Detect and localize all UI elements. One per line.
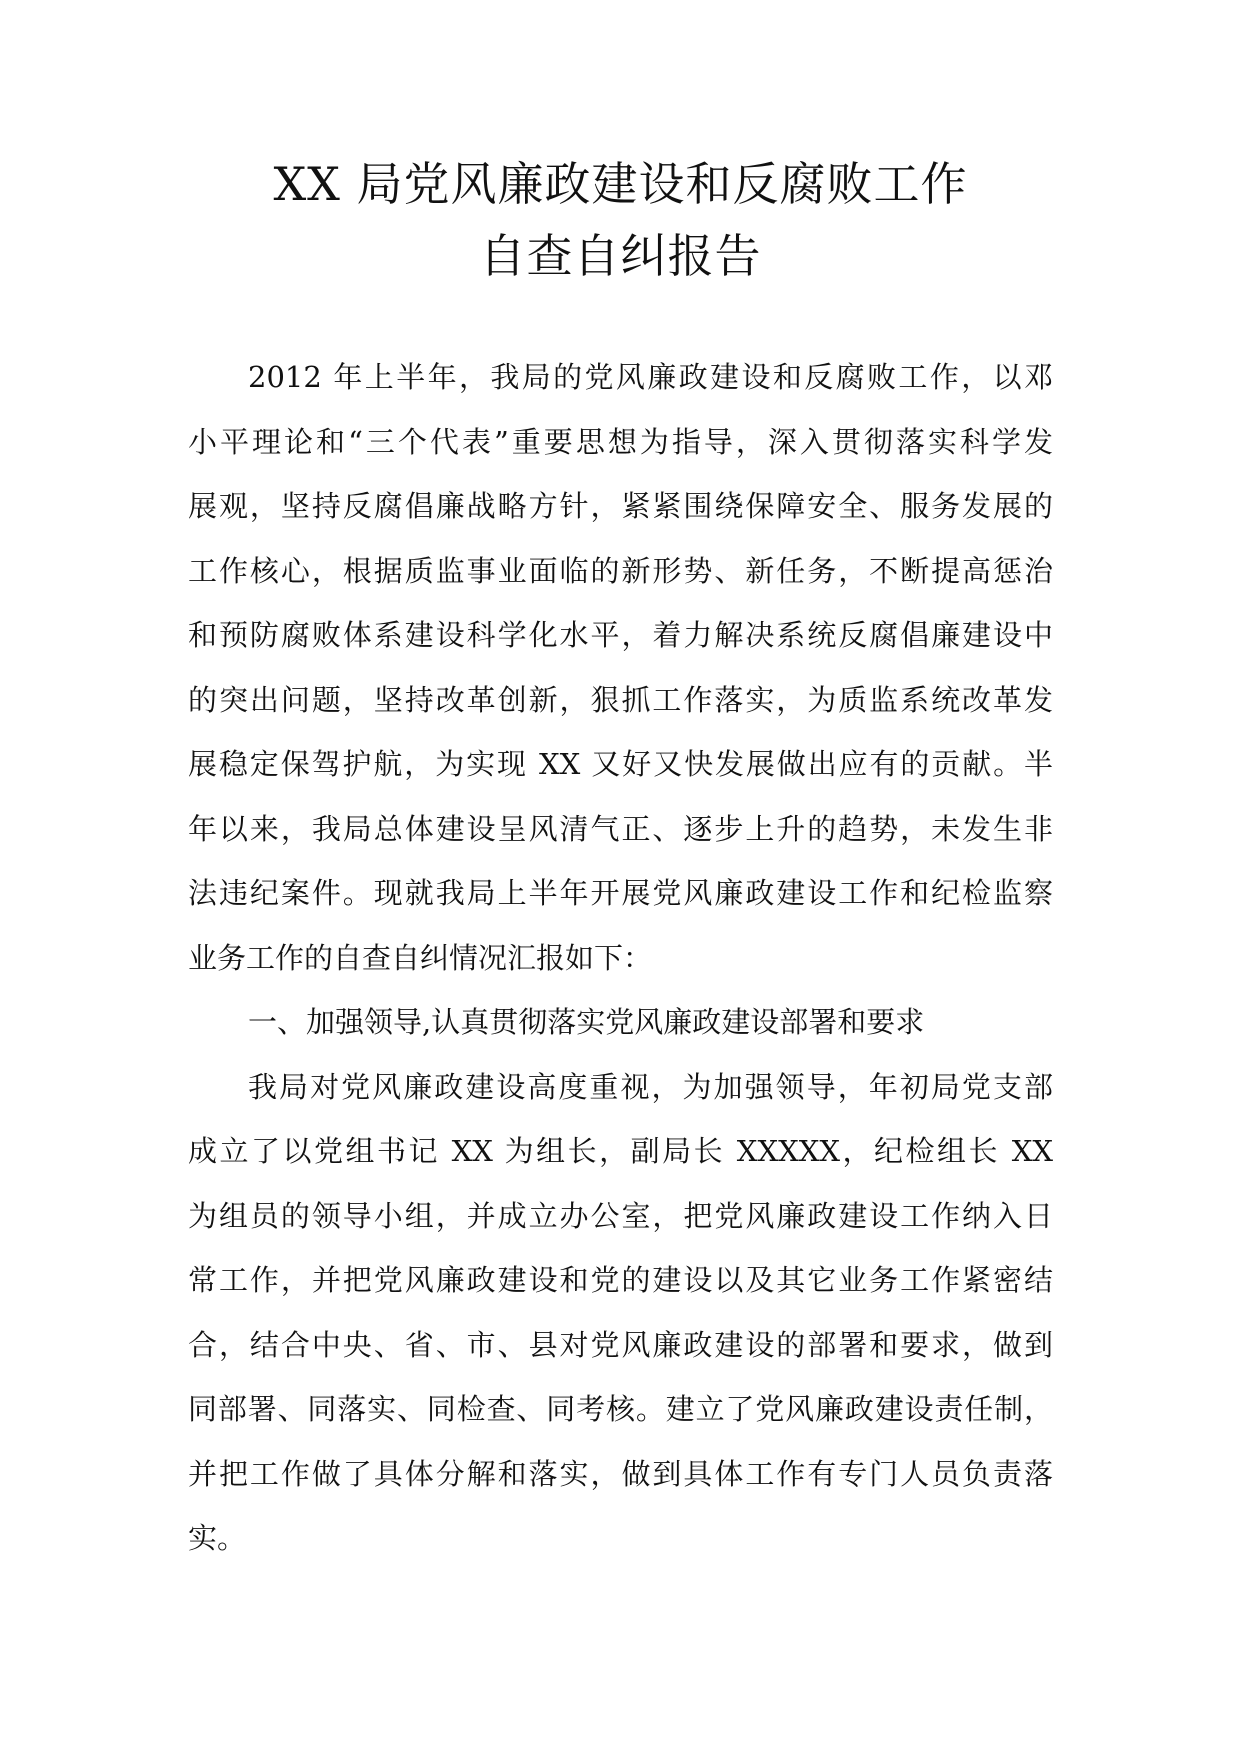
document-body [188, 345, 1053, 1571]
title-line-2: 自查自纠报告 [479, 229, 762, 283]
body-line: 成立了以党组书记 XX 为组长，副局长 XXXXX，纪检组长 XX [188, 1134, 1053, 1168]
body-line: 展稳定保驾护航，为实现 XX 又好又快发展做出应有的贡献。半 [188, 747, 1053, 781]
body-line: 和预防腐败体系建设科学化水平，着力解决系统反腐倡廉建设中 [188, 618, 1053, 652]
body-line: 2012 年上半年，我局的党风廉政建设和反腐败工作，以邓 [248, 360, 1053, 394]
body-line: 一、加强领导,认真贯彻落实党风廉政建设部署和要求 [248, 1005, 925, 1039]
body-line: 常工作，并把党风廉政建设和党的建设以及其它业务工作紧密结 [188, 1263, 1053, 1297]
body-line: 为组员的领导小组，并成立办公室，把党风廉政建设工作纳入日 [188, 1198, 1053, 1233]
body-line: 合，结合中央、省、市、县对党风廉政建设的部署和要求，做到 [188, 1327, 1053, 1362]
body-line: 的突出问题，坚持改革创新，狠抓工作落实，为质监系统改革发 [188, 682, 1053, 717]
body-line: 我局对党风廉政建设高度重视，为加强领导，年初局党支部 [248, 1069, 1053, 1104]
body-line: 展观，坚持反腐倡廉战略方针，紧紧围绕保障安全、服务发展的 [188, 489, 1053, 523]
body-line: 同部署、同落实、同检查、同考核。建立了党风廉政建设责任制， [188, 1392, 1053, 1426]
body-line: 小平理论和“三个代表”重要思想为指导，深入贯彻落实科学发 [188, 424, 1053, 459]
title-line-1: XX 局党风廉政建设和反腐败工作 [273, 157, 968, 211]
body-line: 并把工作做了具体分解和落实，做到具体工作有专门人员负责落 [188, 1456, 1053, 1491]
document-title [0, 148, 1241, 292]
body-line: 业务工作的自查自纠情况汇报如下： [188, 940, 653, 975]
body-line: 年以来，我局总体建设呈风清气正、逐步上升的趋势，未发生非 [188, 811, 1053, 846]
body-line: 工作核心，根据质监事业面临的新形势、新任务，不断提高惩治 [188, 553, 1053, 588]
body-line: 实。 [188, 1521, 247, 1555]
body-line: 法违纪案件。现就我局上半年开展党风廉政建设工作和纪检监察 [188, 876, 1053, 910]
